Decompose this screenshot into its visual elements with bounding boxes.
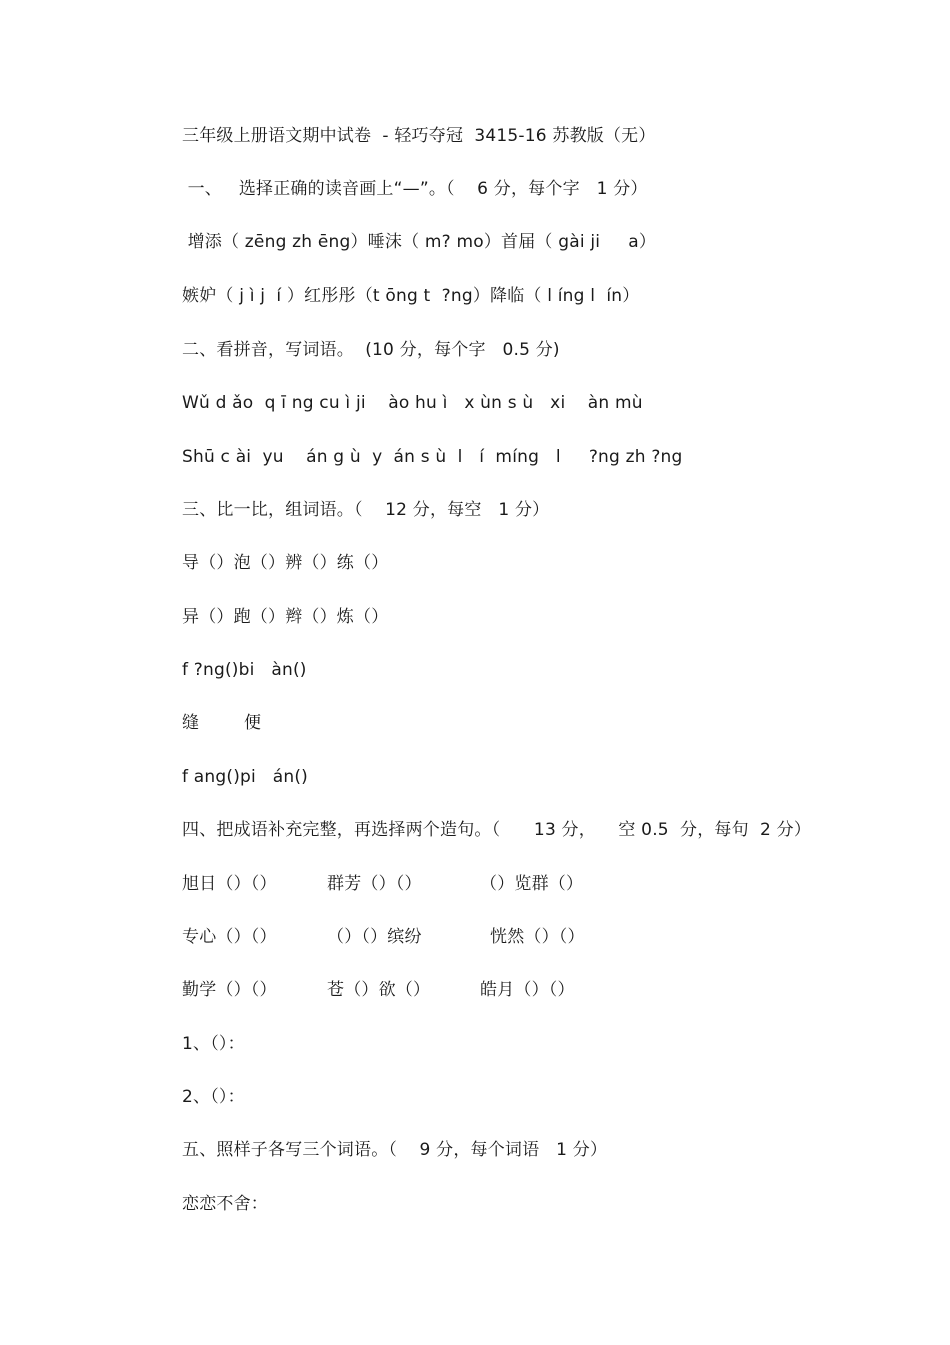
idiom-row-3 bbox=[182, 978, 782, 1002]
section-3-line-4: 缝 便 bbox=[182, 713, 262, 733]
section-2-pinyin-2: Shū c ài yu án g ù y án s ù l í míng l ?ng zh ?ng bbox=[182, 447, 683, 467]
section-1-heading: 一、 选择正确的读音画上“—”。（ 6 分，每个字 1 分） bbox=[182, 179, 648, 199]
section-2-heading: 二、看拼音，写词语。 (10 分，每个字 0.5 分) bbox=[182, 340, 560, 360]
sentence-1: 1、（）： bbox=[182, 1034, 245, 1054]
idiom-cell: 苍（）欲（） bbox=[327, 980, 431, 1000]
section-5-heading: 五、照样子各写三个词语。（ 9 分，每个词语 1 分） bbox=[182, 1140, 608, 1160]
idiom-row-1 bbox=[182, 872, 782, 896]
idiom-cell: 恍然（）（） bbox=[490, 927, 585, 947]
section-3-line-2: 异（）跑（）辫（）炼（） bbox=[182, 607, 389, 627]
section-4-heading: 四、把成语补充完整，再选择两个造句。（ 13 分， 空 0.5 分，每句 2 分） bbox=[182, 820, 812, 840]
section-1-line-1: 增添（ zēng zh ēng）唾沫（ m? mo）首届（ gài ji a） bbox=[182, 232, 657, 252]
section-5-example: 恋恋不舍： bbox=[182, 1194, 268, 1214]
idiom-row-2 bbox=[182, 925, 782, 949]
section-3-heading: 三、比一比，组词语。（ 12 分，每空 1 分） bbox=[182, 500, 550, 520]
section-3-line-3: f ?ng()bi àn() bbox=[182, 660, 307, 680]
idiom-cell: 专心（）（） bbox=[182, 927, 277, 947]
idiom-cell: 皓月（）（） bbox=[480, 980, 575, 1000]
idiom-cell: 勤学（）（） bbox=[182, 980, 277, 1000]
idiom-cell: （）览群（） bbox=[480, 874, 584, 894]
section-3-line-1: 导（）泡（）辨（）练（） bbox=[182, 553, 389, 573]
sentence-2: 2、（）： bbox=[182, 1087, 245, 1107]
section-3-line-5: f ang()pi án() bbox=[182, 767, 309, 787]
idiom-cell: （）（）缤纷 bbox=[327, 927, 422, 947]
section-2-pinyin-1: Wǔ d ǎo q ī ng cu ì ji ào hu ì x ùn s ù xi àn mù bbox=[182, 393, 643, 413]
section-1-line-2: 嫉妒（ j ì j í ）红彤彤（t ōng t ?ng）降临（ l íng l ín） bbox=[182, 286, 640, 306]
idiom-cell: 旭日（）（） bbox=[182, 874, 277, 894]
page-title: 三年级上册语文期中试卷 - 轻巧夺冠 3415-16 苏教版（无） bbox=[182, 126, 656, 146]
idiom-cell: 群芳（）（） bbox=[327, 874, 422, 894]
